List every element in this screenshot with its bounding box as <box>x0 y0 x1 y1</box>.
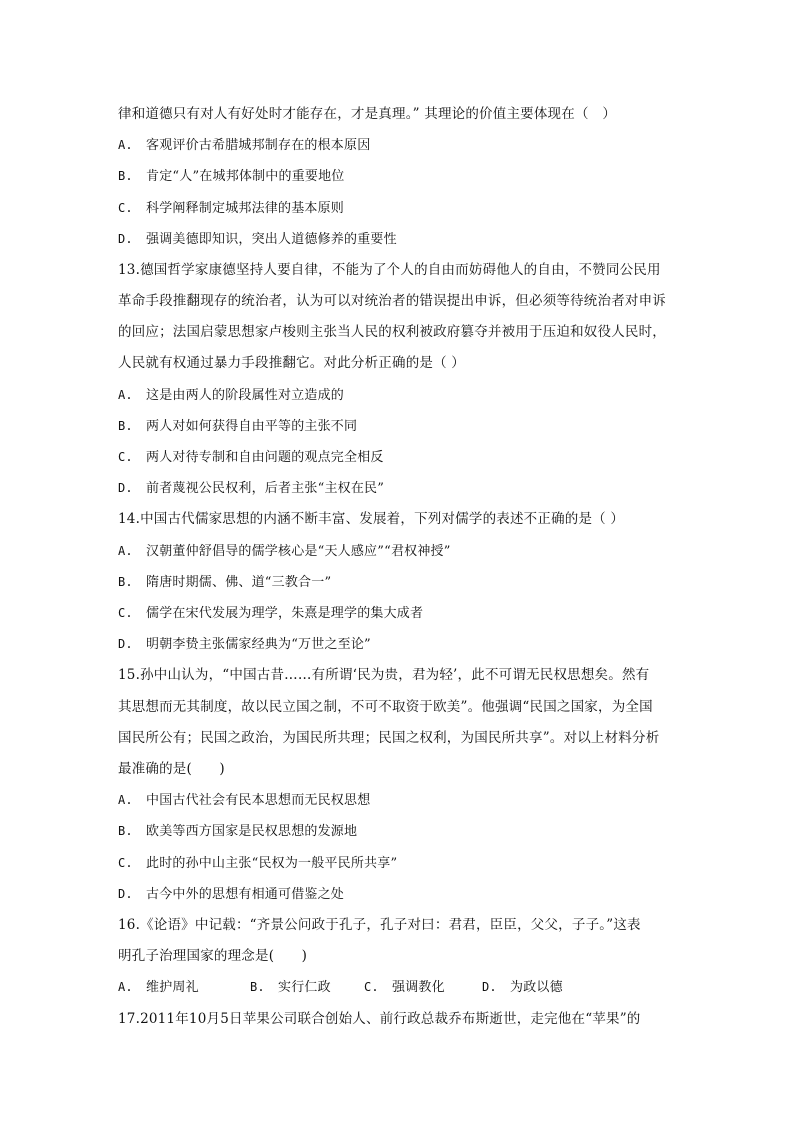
option-text: 这是由两人的阶段属性对立造成的 <box>146 388 345 403</box>
option-text: 欧美等西方国家是民权思想的发源地 <box>146 824 358 839</box>
q12-stem-tail: 律和道德只有对人有好处时才能存在，才是真理。” 其理论的价值主要体现在（ ） <box>118 106 617 122</box>
q15-option-a <box>118 790 678 811</box>
q14-option-d <box>118 634 678 655</box>
option-label: D. <box>482 980 497 994</box>
option-label: A. <box>118 388 133 402</box>
q13-stem-line-4: 人民就有权通过暴力手段推翻它。对此分析正确的是（ ） <box>118 355 465 371</box>
option-text: 强调教化 <box>392 980 445 995</box>
q16-option-a <box>118 977 250 998</box>
q12-option-d <box>118 229 678 250</box>
option-label: A. <box>118 980 133 994</box>
option-text: 明朝李贽主张儒家经典为“万世之至论” <box>146 637 371 652</box>
q13-stem-line-3: 的回应；法国启蒙思想家卢梭则主张当人民的权利被政府篡夺并被用于压迫和奴役人民时， <box>118 324 666 340</box>
option-label: D. <box>118 887 133 901</box>
q12-option-b <box>118 166 678 187</box>
option-text: 科学阐释制定城邦法律的基本原则 <box>146 201 345 216</box>
q15-option-b <box>118 821 678 842</box>
q15-option-c <box>118 853 678 874</box>
option-text: 肯定“人”在城邦体制中的重要地位 <box>146 169 345 184</box>
q13-stem-line-1: 13.德国哲学家康德坚持人要自律，不能为了个人的自由而妨碍他人的自由，不赞同公民用 <box>118 262 661 278</box>
option-text: 古今中外的思想有相通可借鉴之处 <box>146 887 345 902</box>
option-text: 此时的孙中山主张“民权为一般平民所共享” <box>146 856 398 871</box>
q15-option-d <box>118 884 678 905</box>
q15-stem-line-2: 其思想而无其制度，故以民立国之制，不可不取资于欧美”。他强调“民国之国家，为全国 <box>118 699 653 715</box>
option-text: 两人对待专制和自由问题的观点完全相反 <box>146 450 384 465</box>
option-label: A. <box>118 138 133 152</box>
q17-stem-line-1: 17.2011年10月5日苹果公司联合创始人、前行政总裁乔布斯逝世，走完他在“苹果”的 <box>118 1011 641 1027</box>
option-label: C. <box>364 980 379 994</box>
q15-stem-line-4: 最准确的是( ) <box>118 761 225 777</box>
q16-option-b <box>250 977 364 998</box>
option-label: D. <box>118 481 133 495</box>
q16-option-c <box>364 977 482 998</box>
option-label: D. <box>118 232 133 246</box>
option-text: 实行仁政 <box>278 980 331 995</box>
option-text: 为政以德 <box>510 980 563 995</box>
q15-stem-line-1: 15.孙中山认为，“中国古昔……有所谓‘民为贵，君为轻’，此不可谓无民权思想矣。然有 <box>118 667 650 683</box>
option-label: A. <box>118 544 133 558</box>
q12-option-c <box>118 198 678 219</box>
option-text: 前者蔑视公民权利，后者主张“主权在民” <box>146 481 385 496</box>
q12-option-a <box>118 135 678 156</box>
option-text: 两人对如何获得自由平等的主张不同 <box>146 419 358 434</box>
q13-option-d <box>118 478 678 499</box>
q16-stem-line-1: 16.《论语》中记载：“齐景公问政于孔子，孔子对曰：君君，臣臣，父父，子子。”这表 <box>118 917 641 933</box>
option-text: 汉朝董仲舒倡导的儒学核心是“天人感应”“君权神授” <box>146 544 451 559</box>
option-text: 隋唐时期儒、佛、道“三教合一” <box>146 575 332 590</box>
q16-option-d <box>482 977 563 998</box>
option-label: B. <box>118 824 133 838</box>
q16-stem-line-2: 明孔子治理国家的理念是( ) <box>118 948 308 964</box>
option-label: B. <box>118 575 133 589</box>
option-label: B. <box>118 419 133 433</box>
option-label: D. <box>118 637 133 651</box>
option-text: 儒学在宋代发展为理学，朱熹是理学的集大成者 <box>146 606 424 621</box>
q14-stem: 14.中国古代儒家思想的内涵不断丰富、发展着，下列对儒学的表述不正确的是（ ） <box>118 511 625 527</box>
q16-options-row <box>118 977 678 998</box>
q13-option-c <box>118 447 678 468</box>
option-label: C. <box>118 450 133 464</box>
option-label: A. <box>118 793 133 807</box>
option-text: 强调美德即知识，突出人道德修养的重要性 <box>146 232 397 247</box>
q13-option-b <box>118 416 678 437</box>
q14-option-b <box>118 572 678 593</box>
option-label: C. <box>118 606 133 620</box>
option-label: C. <box>118 856 133 870</box>
option-text: 维护周礼 <box>146 980 199 995</box>
q14-option-c <box>118 603 678 624</box>
option-text: 客观评价古希腊城邦制存在的根本原因 <box>146 138 371 153</box>
q13-option-a <box>118 385 678 406</box>
option-label: B. <box>250 980 265 994</box>
q14-option-a <box>118 541 678 562</box>
q15-stem-line-3: 国民所公有；民国之政治，为国民所共理；民国之权利，为国民所共享”。对以上材料分析 <box>118 730 660 746</box>
option-label: B. <box>118 169 133 183</box>
option-text: 中国古代社会有民本思想而无民权思想 <box>146 793 371 808</box>
q13-stem-line-2: 革命手段推翻现存的统治者，认为可以对统治者的错误提出申诉，但必须等待统治者对申诉 <box>118 293 666 309</box>
option-label: C. <box>118 201 133 215</box>
